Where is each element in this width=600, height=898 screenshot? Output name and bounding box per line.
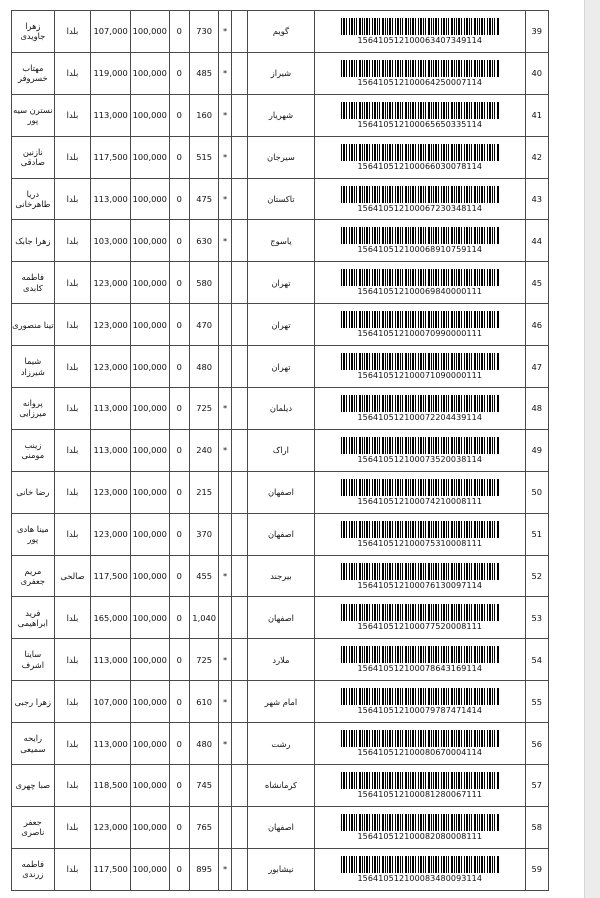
total-amount: 113,000 (91, 429, 131, 471)
recipient-name: ساینا اشرف (12, 639, 55, 681)
base-amount: 100,000 (130, 597, 169, 639)
zero-value: 0 (169, 262, 189, 304)
weight-value: 370 (189, 513, 218, 555)
zero-value: 0 (169, 806, 189, 848)
weight-value: 475 (189, 178, 218, 220)
total-amount: 117,500 (91, 555, 131, 597)
total-amount: 123,000 (91, 806, 131, 848)
table-row (12, 848, 549, 890)
city-name: سیرجان (247, 136, 314, 178)
barcode-image (341, 18, 499, 35)
zero-value: 0 (169, 304, 189, 346)
base-amount: 100,000 (130, 513, 169, 555)
barcode-cell (315, 178, 526, 220)
total-amount: 117,500 (91, 136, 131, 178)
recipient-name: نسترن سیه پور (12, 94, 55, 136)
city-name: رشت (247, 723, 314, 765)
zero-value: 0 (169, 52, 189, 94)
base-amount: 100,000 (130, 639, 169, 681)
row-number: 41 (525, 94, 548, 136)
city-name: تهران (247, 346, 314, 388)
zero-value: 0 (169, 11, 189, 53)
total-amount: 113,000 (91, 723, 131, 765)
base-amount: 100,000 (130, 806, 169, 848)
table-row (12, 94, 549, 136)
total-amount: 113,000 (91, 388, 131, 430)
zero-value: 0 (169, 136, 189, 178)
status-cell: بلدا (54, 723, 91, 765)
recipient-name: جعفر ناصری (12, 806, 55, 848)
star-mark (219, 597, 231, 639)
table-row (12, 52, 549, 94)
row-number: 52 (525, 555, 548, 597)
weight-value: 895 (189, 848, 218, 890)
row-number: 51 (525, 513, 548, 555)
status-cell: بلدا (54, 681, 91, 723)
empty-cell (231, 513, 247, 555)
weight-value: 610 (189, 681, 218, 723)
weight-value: 455 (189, 555, 218, 597)
status-cell: بلدا (54, 388, 91, 430)
barcode-image (341, 856, 499, 873)
recipient-name: تینا منصوری (12, 304, 55, 346)
star-mark: * (219, 136, 231, 178)
barcode-cell (315, 262, 526, 304)
star-mark: * (219, 723, 231, 765)
star-mark: * (219, 639, 231, 681)
base-amount: 100,000 (130, 346, 169, 388)
table-row (12, 388, 549, 430)
zero-value: 0 (169, 388, 189, 430)
empty-cell (231, 52, 247, 94)
total-amount: 165,000 (91, 597, 131, 639)
table-row (12, 597, 549, 639)
empty-cell (231, 262, 247, 304)
star-mark: * (219, 94, 231, 136)
barcode-number: 156410512100070990000111 (357, 329, 483, 339)
barcode-cell (315, 848, 526, 890)
barcode-image (341, 604, 499, 621)
base-amount: 100,000 (130, 429, 169, 471)
weight-value: 485 (189, 52, 218, 94)
weight-value: 725 (189, 388, 218, 430)
zero-value: 0 (169, 765, 189, 807)
status-cell: بلدا (54, 848, 91, 890)
barcode-number: 156410512100066030078114 (357, 161, 483, 171)
city-name: گویم (247, 11, 314, 53)
barcode-cell (315, 220, 526, 262)
weight-value: 215 (189, 471, 218, 513)
barcode-image (341, 437, 499, 454)
barcode-image (341, 772, 499, 789)
base-amount: 100,000 (130, 848, 169, 890)
recipient-name: فاطمه زرندی (12, 848, 55, 890)
table-row (12, 723, 549, 765)
empty-cell (231, 639, 247, 681)
total-amount: 123,000 (91, 513, 131, 555)
zero-value: 0 (169, 220, 189, 262)
city-name: امام شهر (247, 681, 314, 723)
barcode-cell (315, 723, 526, 765)
status-cell: بلدا (54, 765, 91, 807)
barcode-number: 156410512100072204439114 (357, 412, 483, 422)
row-number: 45 (525, 262, 548, 304)
status-cell: بلدا (54, 304, 91, 346)
recipient-name: صبا چهری (12, 765, 55, 807)
barcode-number: 156410512100081280067111 (357, 789, 483, 799)
recipient-name: مهتاب خسروفر (12, 52, 55, 94)
table-row (12, 304, 549, 346)
row-number: 42 (525, 136, 548, 178)
weight-value: 480 (189, 723, 218, 765)
recipient-name: رایحه سمیعی (12, 723, 55, 765)
total-amount: 123,000 (91, 346, 131, 388)
base-amount: 100,000 (130, 136, 169, 178)
base-amount: 100,000 (130, 94, 169, 136)
row-number: 39 (525, 11, 548, 53)
row-number: 56 (525, 723, 548, 765)
city-name: اصفهان (247, 513, 314, 555)
zero-value: 0 (169, 597, 189, 639)
recipient-name: رضا خانی (12, 471, 55, 513)
empty-cell (231, 723, 247, 765)
star-mark (219, 304, 231, 346)
row-number: 55 (525, 681, 548, 723)
barcode-image (341, 311, 499, 328)
recipient-name: شیما شیرزاد (12, 346, 55, 388)
city-name: کرمانشاه (247, 765, 314, 807)
recipient-name: نازنین صادقی (12, 136, 55, 178)
city-name: شیراز (247, 52, 314, 94)
empty-cell (231, 765, 247, 807)
city-name: اصفهان (247, 471, 314, 513)
barcode-cell (315, 639, 526, 681)
barcode-image (341, 227, 499, 244)
city-name: دیلمان (247, 388, 314, 430)
barcode-cell (315, 304, 526, 346)
table-row (12, 136, 549, 178)
row-number: 50 (525, 471, 548, 513)
total-amount: 118,500 (91, 765, 131, 807)
empty-cell (231, 178, 247, 220)
status-cell: بلدا (54, 94, 91, 136)
star-mark (219, 765, 231, 807)
barcode-number: 156410512100067230348114 (357, 203, 483, 213)
barcode-cell (315, 597, 526, 639)
total-amount: 123,000 (91, 471, 131, 513)
barcode-cell (315, 388, 526, 430)
barcode-cell (315, 94, 526, 136)
barcode-number: 156410512100068910759114 (357, 245, 483, 255)
table-row (12, 178, 549, 220)
star-mark (219, 346, 231, 388)
weight-value: 515 (189, 136, 218, 178)
recipient-name: مینا هادی پور (12, 513, 55, 555)
city-name: شهریار (247, 94, 314, 136)
barcode-image (341, 60, 499, 77)
city-name: ملارد (247, 639, 314, 681)
base-amount: 100,000 (130, 262, 169, 304)
total-amount: 107,000 (91, 681, 131, 723)
status-cell: بلدا (54, 513, 91, 555)
star-mark (219, 513, 231, 555)
base-amount: 100,000 (130, 304, 169, 346)
zero-value: 0 (169, 178, 189, 220)
barcode-image (341, 521, 499, 538)
barcode-image (341, 479, 499, 496)
total-amount: 113,000 (91, 639, 131, 681)
row-number: 54 (525, 639, 548, 681)
barcode-cell (315, 346, 526, 388)
recipient-name: زهرا رجبی (12, 681, 55, 723)
star-mark: * (219, 178, 231, 220)
star-mark: * (219, 681, 231, 723)
recipient-name: فاطمه کابدی (12, 262, 55, 304)
empty-cell (231, 11, 247, 53)
recipient-name: فرید ابراهیمی (12, 597, 55, 639)
weight-value: 580 (189, 262, 218, 304)
row-number: 58 (525, 806, 548, 848)
total-amount: 113,000 (91, 178, 131, 220)
barcode-image (341, 186, 499, 203)
city-name: بیرجند (247, 555, 314, 597)
zero-value: 0 (169, 513, 189, 555)
status-cell: بلدا (54, 639, 91, 681)
status-cell: بلدا (54, 806, 91, 848)
star-mark: * (219, 555, 231, 597)
zero-value: 0 (169, 639, 189, 681)
recipient-name: دریا طاهرخانی (12, 178, 55, 220)
barcode-image (341, 395, 499, 412)
barcode-number: 156410512100077520008111 (357, 622, 483, 632)
table-row (12, 639, 549, 681)
barcode-number: 156410512100074210008111 (357, 496, 483, 506)
total-amount: 117,500 (91, 848, 131, 890)
table-row (12, 11, 549, 53)
row-number: 57 (525, 765, 548, 807)
recipient-name: زینب مومنی (12, 429, 55, 471)
barcode-cell (315, 555, 526, 597)
city-name: تهران (247, 262, 314, 304)
status-cell: بلدا (54, 429, 91, 471)
row-number: 49 (525, 429, 548, 471)
base-amount: 100,000 (130, 555, 169, 597)
barcode-number: 156410512100076130097114 (357, 580, 483, 590)
barcode-cell (315, 429, 526, 471)
barcode-number: 156410512100064250007114 (357, 77, 483, 87)
barcode-number: 156410512100069840000111 (357, 287, 483, 297)
star-mark: * (219, 52, 231, 94)
weight-value: 630 (189, 220, 218, 262)
status-cell: بلدا (54, 597, 91, 639)
empty-cell (231, 806, 247, 848)
city-name: اراک (247, 429, 314, 471)
recipient-name: مریم جعفری (12, 555, 55, 597)
barcode-number: 156410512100073520038114 (357, 454, 483, 464)
table-row (12, 806, 549, 848)
barcode-number: 156410512100071090000111 (357, 371, 483, 381)
zero-value: 0 (169, 471, 189, 513)
weight-value: 745 (189, 765, 218, 807)
barcode-cell (315, 11, 526, 53)
star-mark: * (219, 11, 231, 53)
city-name: یاسوج (247, 220, 314, 262)
base-amount: 100,000 (130, 681, 169, 723)
empty-cell (231, 681, 247, 723)
row-number: 59 (525, 848, 548, 890)
zero-value: 0 (169, 848, 189, 890)
recipient-name: پروانه میرزایی (12, 388, 55, 430)
barcode-number: 156410512100065650335114 (357, 119, 483, 129)
row-number: 43 (525, 178, 548, 220)
zero-value: 0 (169, 94, 189, 136)
base-amount: 100,000 (130, 52, 169, 94)
table-row (12, 681, 549, 723)
table-row (12, 346, 549, 388)
barcode-cell (315, 52, 526, 94)
empty-cell (231, 136, 247, 178)
barcode-cell (315, 513, 526, 555)
table-row (12, 765, 549, 807)
weight-value: 160 (189, 94, 218, 136)
weight-value: 765 (189, 806, 218, 848)
weight-value: 725 (189, 639, 218, 681)
city-name: اصفهان (247, 806, 314, 848)
table-row (12, 220, 549, 262)
barcode-cell (315, 136, 526, 178)
empty-cell (231, 429, 247, 471)
star-mark (219, 806, 231, 848)
city-name: نیشابور (247, 848, 314, 890)
status-cell: بلدا (54, 346, 91, 388)
star-mark: * (219, 388, 231, 430)
status-cell: بلدا (54, 136, 91, 178)
weight-value: 480 (189, 346, 218, 388)
base-amount: 100,000 (130, 388, 169, 430)
table-row (12, 262, 549, 304)
empty-cell (231, 94, 247, 136)
table-row (12, 429, 549, 471)
city-name: تهران (247, 304, 314, 346)
barcode-number: 156410512100063407349114 (357, 35, 483, 45)
barcode-cell (315, 471, 526, 513)
barcode-image (341, 563, 499, 580)
total-amount: 107,000 (91, 11, 131, 53)
recipient-name: زهرا جابک (12, 220, 55, 262)
empty-cell (231, 304, 247, 346)
empty-cell (231, 220, 247, 262)
status-cell: صالحی (54, 555, 91, 597)
row-number: 53 (525, 597, 548, 639)
barcode-image (341, 688, 499, 705)
status-cell: بلدا (54, 220, 91, 262)
status-cell: بلدا (54, 471, 91, 513)
barcode-number: 156410512100079787471414 (357, 706, 483, 716)
total-amount: 119,000 (91, 52, 131, 94)
barcode-cell (315, 681, 526, 723)
base-amount: 100,000 (130, 11, 169, 53)
empty-cell (231, 848, 247, 890)
barcode-image (341, 144, 499, 161)
base-amount: 100,000 (130, 723, 169, 765)
barcode-number: 156410512100080670004114 (357, 748, 483, 758)
city-name: اصفهان (247, 597, 314, 639)
barcode-number: 156410512100083480093114 (357, 873, 483, 883)
zero-value: 0 (169, 429, 189, 471)
barcode-image (341, 269, 499, 286)
zero-value: 0 (169, 555, 189, 597)
table-row (12, 513, 549, 555)
empty-cell (231, 388, 247, 430)
total-amount: 103,000 (91, 220, 131, 262)
table-row (12, 555, 549, 597)
status-cell: بلدا (54, 178, 91, 220)
base-amount: 100,000 (130, 765, 169, 807)
barcode-cell (315, 765, 526, 807)
barcode-image (341, 730, 499, 747)
row-number: 40 (525, 52, 548, 94)
zero-value: 0 (169, 346, 189, 388)
row-number: 47 (525, 346, 548, 388)
status-cell: بلدا (54, 262, 91, 304)
table-row (12, 471, 549, 513)
empty-cell (231, 597, 247, 639)
zero-value: 0 (169, 723, 189, 765)
total-amount: 123,000 (91, 304, 131, 346)
shipment-table (11, 10, 549, 891)
weight-value: 730 (189, 11, 218, 53)
star-mark: * (219, 848, 231, 890)
star-mark: * (219, 220, 231, 262)
barcode-number: 156410512100082080008111 (357, 831, 483, 841)
weight-value: 1,040 (189, 597, 218, 639)
total-amount: 123,000 (91, 262, 131, 304)
barcode-image (341, 814, 499, 831)
recipient-name: زهرا جاویدی (12, 11, 55, 53)
empty-cell (231, 471, 247, 513)
star-mark (219, 471, 231, 513)
star-mark (219, 262, 231, 304)
status-cell: بلدا (54, 11, 91, 53)
city-name: تاکستان (247, 178, 314, 220)
barcode-number: 156410512100078643169114 (357, 664, 483, 674)
table-body (12, 11, 549, 891)
zero-value: 0 (169, 681, 189, 723)
weight-value: 240 (189, 429, 218, 471)
weight-value: 470 (189, 304, 218, 346)
barcode-image (341, 646, 499, 663)
empty-cell (231, 346, 247, 388)
barcode-number: 156410512100075310008111 (357, 538, 483, 548)
vertical-scrollbar[interactable] (584, 0, 600, 898)
base-amount: 100,000 (130, 178, 169, 220)
total-amount: 113,000 (91, 94, 131, 136)
base-amount: 100,000 (130, 471, 169, 513)
empty-cell (231, 555, 247, 597)
barcode-image (341, 102, 499, 119)
barcode-cell (315, 806, 526, 848)
row-number: 44 (525, 220, 548, 262)
barcode-image (341, 353, 499, 370)
row-number: 46 (525, 304, 548, 346)
star-mark: * (219, 429, 231, 471)
row-number: 48 (525, 388, 548, 430)
status-cell: بلدا (54, 52, 91, 94)
base-amount: 100,000 (130, 220, 169, 262)
